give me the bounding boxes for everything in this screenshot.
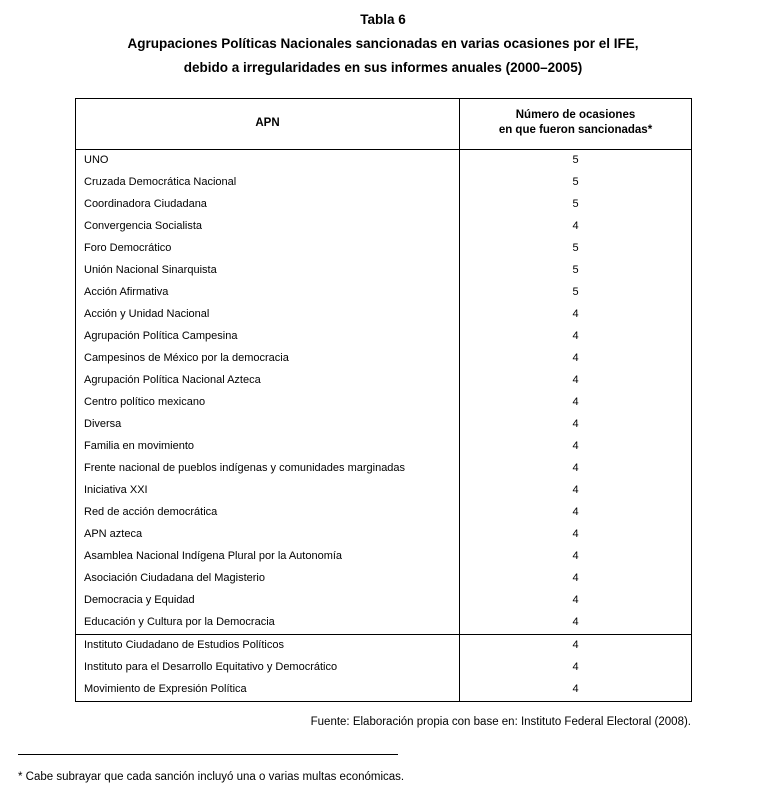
table-row xyxy=(76,502,692,524)
table-row xyxy=(76,635,692,658)
title-line-1: Agrupaciones Políticas Nacionales sancionadas en varias ocasiones por el IFE, xyxy=(127,36,639,51)
cell-apn-name: Centro político mexicano xyxy=(76,392,460,414)
cell-apn-name: Foro Democrático xyxy=(76,238,460,260)
cell-apn-name: Iniciativa XXI xyxy=(76,480,460,502)
cell-apn-name: Agrupación Política Nacional Azteca xyxy=(76,370,460,392)
footnote-divider xyxy=(18,754,398,755)
cell-apn-name: Acción Afirmativa xyxy=(76,282,460,304)
cell-sanction-count: 4 xyxy=(460,657,692,679)
table-row xyxy=(76,480,692,502)
cell-apn-name: Instituto Ciudadano de Estudios Políticos xyxy=(76,635,460,658)
cell-sanction-count: 4 xyxy=(460,546,692,568)
table-row xyxy=(76,568,692,590)
column-header-count xyxy=(460,99,692,150)
cell-apn-name: Coordinadora Ciudadana xyxy=(76,194,460,216)
table-row xyxy=(76,590,692,612)
table-row xyxy=(76,150,692,173)
table-row xyxy=(76,260,692,282)
table-row xyxy=(76,348,692,370)
cell-apn-name: UNO xyxy=(76,150,460,173)
cell-sanction-count: 5 xyxy=(460,172,692,194)
header-row xyxy=(76,99,692,150)
cell-sanction-count: 4 xyxy=(460,304,692,326)
table-row xyxy=(76,194,692,216)
apn-sanctions-table xyxy=(75,98,692,702)
cell-apn-name: Diversa xyxy=(76,414,460,436)
table-label: Tabla 6 xyxy=(360,12,406,27)
cell-sanction-count: 5 xyxy=(460,194,692,216)
table-row xyxy=(76,458,692,480)
cell-sanction-count: 4 xyxy=(460,216,692,238)
cell-sanction-count: 4 xyxy=(460,590,692,612)
cell-sanction-count: 4 xyxy=(460,436,692,458)
source-note: Fuente: Elaboración propia con base en: Instituto Federal Electoral (2008). xyxy=(310,716,691,728)
table-row xyxy=(76,238,692,260)
cell-apn-name: Cruzada Democrática Nacional xyxy=(76,172,460,194)
table-row xyxy=(76,436,692,458)
table-body xyxy=(76,150,692,702)
table-container xyxy=(75,98,691,702)
cell-sanction-count: 4 xyxy=(460,679,692,702)
cell-apn-name: Democracia y Equidad xyxy=(76,590,460,612)
cell-apn-name: Frente nacional de pueblos indígenas y comunidades marginadas xyxy=(76,458,460,480)
cell-sanction-count: 5 xyxy=(460,260,692,282)
table-row xyxy=(76,612,692,635)
table-row xyxy=(76,392,692,414)
cell-sanction-count: 4 xyxy=(460,480,692,502)
table-row xyxy=(76,546,692,568)
table-row xyxy=(76,304,692,326)
cell-sanction-count: 4 xyxy=(460,458,692,480)
table-row xyxy=(76,216,692,238)
cell-apn-name: Educación y Cultura por la Democracia xyxy=(76,612,460,635)
cell-sanction-count: 4 xyxy=(460,348,692,370)
cell-sanction-count: 4 xyxy=(460,635,692,658)
cell-apn-name: Agrupación Política Campesina xyxy=(76,326,460,348)
table-head xyxy=(76,99,692,150)
table-row xyxy=(76,326,692,348)
cell-apn-name: Asamblea Nacional Indígena Plural por la Autonomía xyxy=(76,546,460,568)
cell-sanction-count: 4 xyxy=(460,568,692,590)
cell-sanction-count: 4 xyxy=(460,524,692,546)
cell-apn-name: Movimiento de Expresión Política xyxy=(76,679,460,702)
cell-sanction-count: 4 xyxy=(460,612,692,635)
cell-sanction-count: 5 xyxy=(460,282,692,304)
cell-sanction-count: 4 xyxy=(460,502,692,524)
cell-apn-name: Familia en movimiento xyxy=(76,436,460,458)
table-row xyxy=(76,657,692,679)
table-row xyxy=(76,172,692,194)
cell-sanction-count: 5 xyxy=(460,150,692,173)
cell-apn-name: APN azteca xyxy=(76,524,460,546)
column-header-apn: APN xyxy=(76,99,460,150)
table-row xyxy=(76,414,692,436)
footnote-text: * Cabe subrayar que cada sanción incluyó una o varias multas económicas. xyxy=(18,771,405,783)
cell-sanction-count: 5 xyxy=(460,238,692,260)
cell-apn-name: Instituto para el Desarrollo Equitativo y Democrático xyxy=(76,657,460,679)
column-header-count-line2: en que fueron sancionadas* xyxy=(498,124,653,136)
table-row xyxy=(76,282,692,304)
table-row xyxy=(76,679,692,702)
title-line-2: debido a irregularidades en sus informes anuales (2000–2005) xyxy=(183,60,583,75)
cell-apn-name: Convergencia Socialista xyxy=(76,216,460,238)
title-block xyxy=(0,8,766,80)
cell-apn-name: Asociación Ciudadana del Magisterio xyxy=(76,568,460,590)
table-row xyxy=(76,524,692,546)
document-page xyxy=(0,8,766,794)
cell-apn-name: Acción y Unidad Nacional xyxy=(76,304,460,326)
column-header-count-line1: Número de ocasiones xyxy=(515,109,636,121)
cell-apn-name: Unión Nacional Sinarquista xyxy=(76,260,460,282)
cell-sanction-count: 4 xyxy=(460,326,692,348)
table-row xyxy=(76,370,692,392)
cell-sanction-count: 4 xyxy=(460,414,692,436)
cell-apn-name: Campesinos de México por la democracia xyxy=(76,348,460,370)
cell-sanction-count: 4 xyxy=(460,370,692,392)
cell-sanction-count: 4 xyxy=(460,392,692,414)
cell-apn-name: Red de acción democrática xyxy=(76,502,460,524)
